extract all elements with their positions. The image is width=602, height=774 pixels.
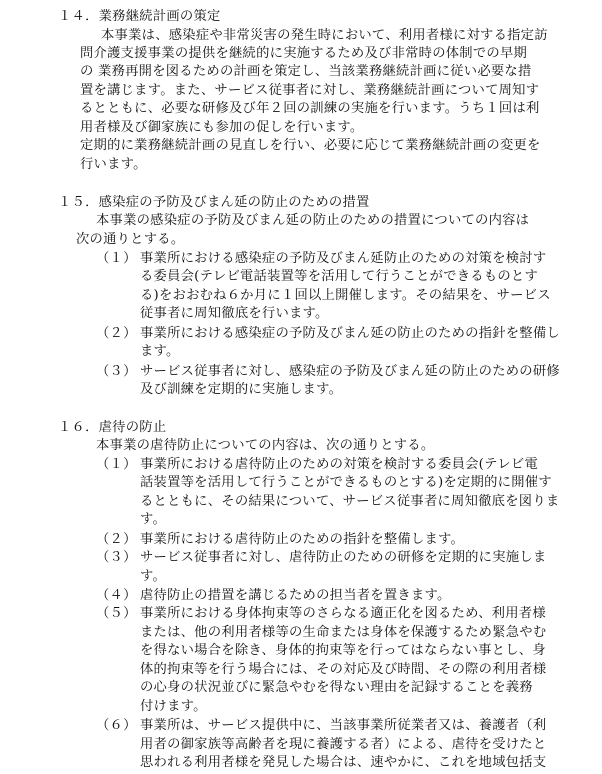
- section-15-item-1-line: 事業所における感染症の予防及びまん延防止のための対策を検討す: [140, 250, 547, 266]
- section-16-item-6-line: 事業所は、サービス提供中に、当該事業所従業者又は、養護者（利: [140, 718, 547, 734]
- section-16-item-1-line: るとともに、その結果について、サービス従事者に周知徹底を図りま: [140, 493, 560, 509]
- section-16-item-5-number: （５）: [96, 606, 137, 622]
- section-16-item-3-number: （３）: [96, 550, 137, 565]
- section-15-item-1-line: る委員会(テレビ電話装置等を活用して行うことができるものとす: [140, 269, 539, 285]
- section-16-item-2-number: （２）: [96, 531, 137, 547]
- section-14-body-line: 問介護支援事業の提供を継続的に実施するため及び非常時の体制での早期: [80, 45, 528, 61]
- section-16-item-1-line: 話装置等を活用して行うことができるものとする)を定期的に開催す: [140, 475, 552, 491]
- section-14-body-line: 置を講じます。また、サービス従事者に対し、業務継続計画について周知す: [80, 82, 540, 98]
- section-16-item-6-number: （６）: [96, 718, 137, 734]
- section-16-item-4-number: （４）: [96, 587, 137, 603]
- section-16-intro-line: 本事業の虐待防止についての内容は、次の通りとする。: [96, 438, 435, 454]
- section-14-body-line: るとともに、必要な研修及び年２回の訓練の実施を行います。うち１回は利: [80, 101, 540, 117]
- section-14-body-line: 定期的に業務継続計画の見直しを行い、必要に応じて業務継続計画の変更を: [80, 138, 541, 154]
- section-15-item-3-line: サービス従事者に対し、感染症の予防及びまん延の防止のための研修: [140, 363, 560, 379]
- section-16-item-5-line: または、他の利用者様等の生命または身体を保護するため緊急やむ: [140, 624, 547, 640]
- section-15-intro-line: 次の通りとする。: [76, 231, 185, 247]
- section-14-body-line: の 業務再開を図るための計画を策定し、当該業務継続計画に従い必要な措: [80, 64, 532, 80]
- section-15-item-1-number: （１）: [96, 250, 137, 266]
- section-16-item-5-line: 事業所における身体拘束等のさらなる適正化を図るため、利用者様: [140, 606, 546, 622]
- section-15-item-1-line: る)をおおむね６か月に１回以上開催します。その結果を、サービス: [140, 287, 551, 303]
- section-14-body-line: 本事業は、感染症や非常災害の発生時において、利用者様に対する指定訪: [101, 27, 548, 43]
- section-14-body-line: 行います。: [80, 156, 147, 172]
- section-16-item-4-line: 虐待防止の措置を講じるための担当者を置きます。: [140, 587, 451, 603]
- section-16-item-6-line: 用者の御家族等高齢者を現に養護する者）による、虐待を受けたと: [140, 736, 547, 752]
- section-15-item-3-line: 及び訓練を定期的に実施します。: [140, 382, 343, 397]
- section-16-item-1-number: （１）: [96, 456, 137, 472]
- section-15-item-1-line: 従事者に周知徹底を行います。: [140, 306, 329, 322]
- section-16-item-3-line: サービス従事者に対し、虐待防止のための研修を定期的に実施しま: [140, 550, 547, 565]
- section-16-item-1-line: 事業所における虐待防止のための対策を検討する委員会(テレビ電: [140, 456, 539, 472]
- section-15-heading: １５．感染症の予防及びまん延の防止のための措置: [58, 194, 370, 210]
- section-15-item-2-line: ます。: [140, 344, 180, 360]
- section-16-item-2-line: 事業所における虐待防止のための指針を整備します。: [140, 531, 465, 547]
- section-16-item-5-line: 付けます。: [140, 698, 207, 714]
- section-15-intro-line: 本事業の感染症の予防及びまん延の防止のための措置についての内容は: [96, 213, 530, 229]
- section-16-item-5-line: を得ない場合を除き、身体的拘束等を行ってはならない事とし、身: [140, 643, 546, 659]
- section-14-body-line: 用者様及び御家族にも参加の促しを行います。: [80, 119, 364, 135]
- section-16-item-3-line: す。: [140, 568, 167, 584]
- section-16-item-5-line: の心身の状況並びに緊急やむを得ない理由を記録することを義務: [140, 680, 533, 696]
- section-14-heading: １４．業務継続計画の策定: [58, 9, 221, 24]
- section-16-item-1-line: す。: [140, 512, 167, 528]
- section-15-item-3-number: （３）: [96, 363, 137, 379]
- section-15-item-2-line: 事業所における感染症の予防及びまん延の防止のための指針を整備し: [140, 325, 560, 341]
- section-16-item-5-line: 体的拘束等を行う場合には、その対応及び時間、その際の利用者様: [140, 661, 547, 677]
- section-16-heading: １６．虐待の防止: [58, 419, 167, 435]
- section-15-item-2-number: （２）: [96, 325, 137, 341]
- section-16-item-6-line: 思われる利用者様を発見した場合は、速やかに、これを地域包括支: [140, 755, 547, 770]
